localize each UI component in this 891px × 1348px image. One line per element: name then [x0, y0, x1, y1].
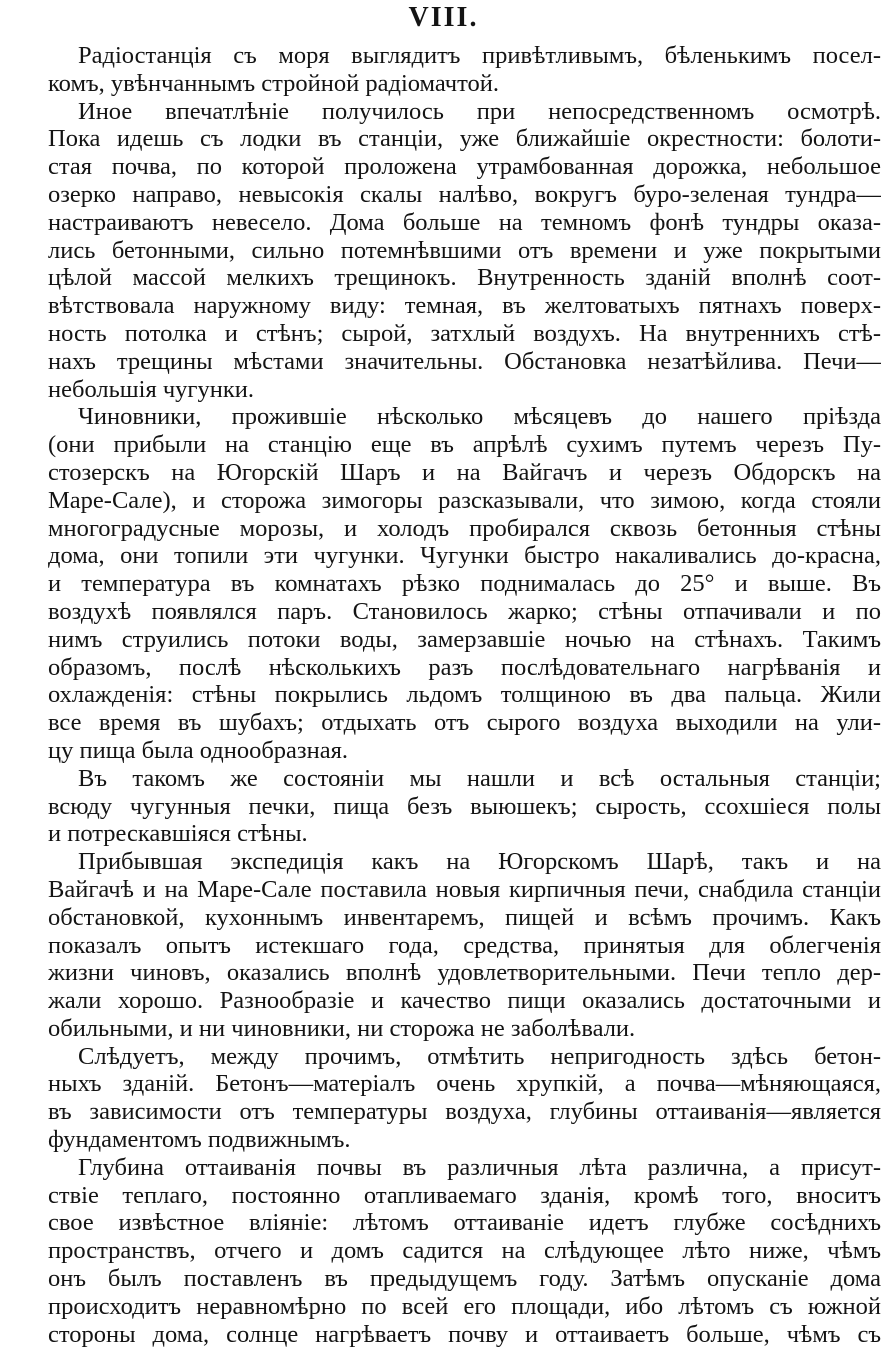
text-line: Чиновники, прожившіе нѣсколько мѣсяцевъ до нашего пріѣзда: [78, 403, 881, 431]
text-line: дома, они топили эти чугунки. Чугунки быстро накаливались до-красна,: [48, 542, 881, 570]
text-line: ность потолка и стѣнъ; сырой, затхлый воздухъ. На внутреннихъ стѣ-: [48, 319, 881, 347]
text-line: охлажденія: стѣны покрылись льдомъ толщиною въ два пальца. Жили: [48, 681, 881, 709]
text-line: ныхъ зданій. Бетонъ—матеріалъ очень хрупкій, а почва—мѣняющаяся,: [48, 1070, 881, 1098]
chapter-heading: VIII.: [408, 2, 479, 33]
text-line: ствіе теплаго, постоянно отапливаемаго зданія, кромѣ того, вноситъ: [48, 1181, 881, 1209]
text-line: образомъ, послѣ нѣсколькихъ разъ послѣдовательнаго нагрѣванія и: [48, 653, 881, 681]
text-line: лись бетонными, сильно потемнѣвшими отъ времени и уже покрытыми: [48, 236, 881, 264]
text-line: озерко направо, невысокія скалы налѣво, вокругъ буро-зеленая тундра—: [48, 180, 881, 208]
body-text: [48, 42, 881, 1348]
text-line: всюду чугунныя печки, пища безъ выюшекъ; сырость, ссохшіеся полы: [48, 792, 881, 820]
text-line: Иное впечатлѣніе получилось при непосредственномъ осмотрѣ.: [78, 97, 881, 125]
text-line: Вайгачѣ и на Маре-Сале поставила новыя кирпичныя печи, снабдила станціи: [48, 875, 881, 903]
text-line: Слѣдуетъ, между прочимъ, отмѣтить непригодность здѣсь бетон-: [78, 1042, 881, 1070]
text-line: небольшія чугунки.: [48, 375, 254, 403]
text-line: онъ былъ поставленъ въ предыдущемъ году. Затѣмъ опусканіе дома: [48, 1265, 881, 1293]
text-line: стая почва, по которой проложена утрамбованная дорожка, небольшое: [48, 153, 881, 181]
text-line: и температура въ комнатахъ рѣзко поднималась до 25° и выше. Въ: [48, 570, 881, 598]
text-line: воздухѣ появлялся паръ. Становилось жарко; стѣны отпачивали и по: [48, 597, 881, 625]
text-line: многоградусные морозы, и холодъ пробирался сквозь бетонныя стѣны: [48, 514, 881, 542]
text-line: вѣтствовала наружному виду: темная, въ желтоватыхъ пятнахъ поверх-: [48, 292, 881, 320]
text-line: Прибывшая экспедиція какъ на Югорскомъ Шарѣ, такъ и на: [78, 848, 881, 876]
text-line: Въ такомъ же состояніи мы нашли и всѣ остальныя станціи;: [78, 764, 881, 792]
text-line: жали хорошо. Разнообразіе и качество пищи оказались достаточными и: [48, 987, 881, 1015]
text-line: цу пища была однообразная.: [48, 736, 348, 764]
text-line: показалъ опытъ истекшаго года, средства, принятыя для облегченія: [48, 931, 881, 959]
text-line: происходитъ неравномѣрно по всей его площади, ибо лѣтомъ съ южной: [48, 1292, 881, 1320]
text-line: обильными, и ни чиновники, ни сторожа не заболѣвали.: [48, 1014, 636, 1042]
text-line: жизни чиновъ, оказались вполнѣ удовлетворительными. Печи тепло дер-: [48, 959, 881, 987]
text-line: пространствъ, отчего и домъ садится на слѣдующее лѣто ниже, чѣмъ: [48, 1237, 881, 1265]
text-line: свое извѣстное вліяніе: лѣтомъ оттаиваніе идетъ глубже сосѣднихъ: [48, 1209, 881, 1237]
text-line: въ зависимости отъ температуры воздуха, глубины оттаиванія—является: [48, 1098, 881, 1126]
text-line: стороны дома, солнце нагрѣваетъ почву и оттаиваетъ больше, чѣмъ съ: [48, 1320, 881, 1348]
text-line: стозерскъ на Югорскій Шаръ и на Вайгачъ и черезъ Обдорскъ на: [48, 458, 881, 486]
text-line: и потрескавшіяся стѣны.: [48, 820, 308, 848]
text-line: фундаментомъ подвижнымъ.: [48, 1126, 351, 1154]
text-line: комъ, увѣнчаннымъ стройной радіомачтой.: [48, 69, 499, 97]
text-line: настраиваютъ невесело. Дома больше на темномъ фонѣ тундры оказа-: [48, 208, 881, 236]
text-line: цѣлой массой мелкихъ трещинокъ. Внутренность зданій вполнѣ соот-: [48, 264, 881, 292]
text-line: (они прибыли на станцію еще въ апрѣлѣ сухимъ путемъ черезъ Пу-: [48, 431, 881, 459]
text-line: все время въ шубахъ; отдыхать отъ сырого воздуха выходили на ули-: [48, 709, 881, 737]
text-line: Радіостанція съ моря выглядитъ привѣтливымъ, бѣленькимъ посел-: [78, 42, 881, 69]
text-line: обстановкой, кухоннымъ инвентаремъ, пищей и всѣмъ прочимъ. Какъ: [48, 903, 881, 931]
text-line: нахъ трещины мѣстами значительны. Обстановка незатѣйлива. Печи—: [48, 347, 881, 375]
text-line: нимъ струились потоки воды, замерзавшіе ночью на стѣнахъ. Такимъ: [48, 625, 881, 653]
text-line: Маре-Сале), и сторожа зимогоры разсказывали, что зимою, когда стояли: [48, 486, 881, 514]
text-line: Пока идешь съ лодки въ станціи, уже ближайшіе окрестности: болоти-: [48, 125, 881, 153]
text-line: Глубина оттаиванія почвы въ различныя лѣта различна, а присут-: [78, 1153, 881, 1181]
